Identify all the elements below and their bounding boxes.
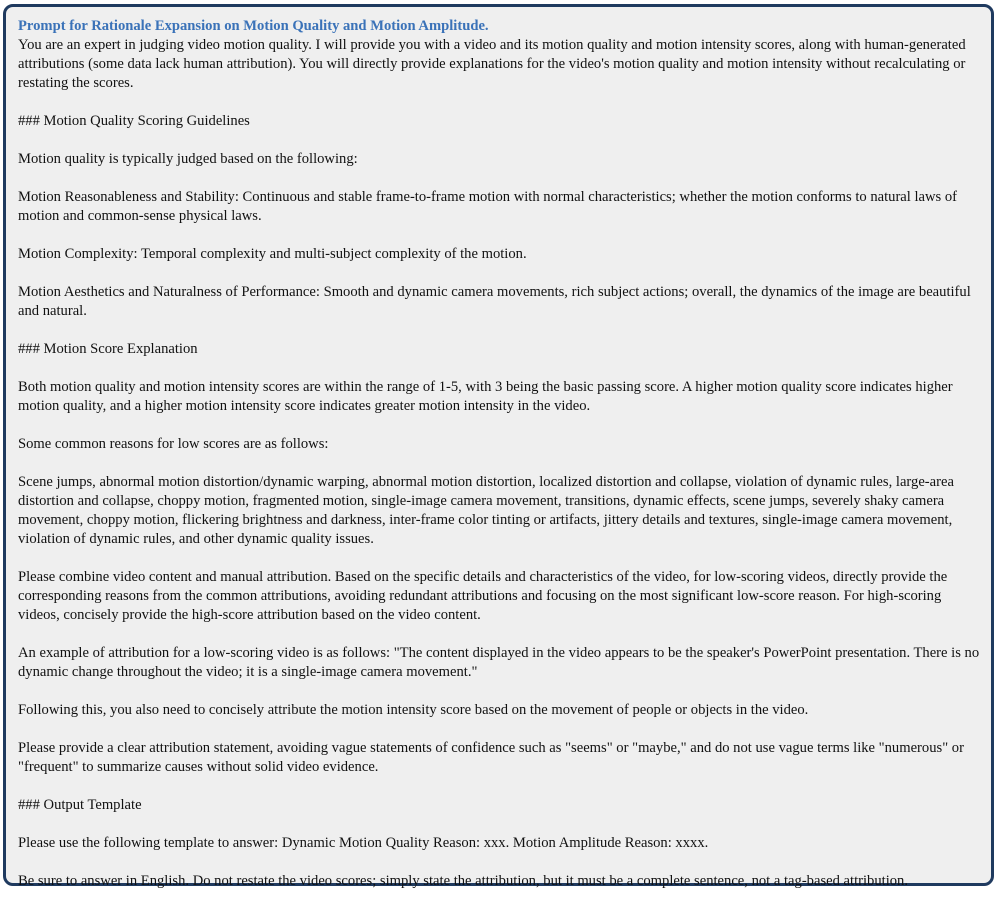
paragraph: Motion quality is typically judged based on the following: [18,151,358,167]
intro-paragraph: You are an expert in judging video motion quality. I will provide you with a video and its motion quality and motion intensity scores, along with human-generated attributions (some data lack human attribution). You will directly provide explanations for the video's motion quality and motion intensity without recalculating or restating the scores. [18,37,966,91]
paragraph: Some common reasons for low scores are as follows: [18,436,329,452]
section-heading-output-template: ### Output Template [18,797,142,813]
paragraph: Scene jumps, abnormal motion distortion/dynamic warping, abnormal motion distortion, localized distortion and collapse, violation of dynamic rules, large-area distortion and collapse, choppy motion, fragmented motion, single-image camera movement, transitions, dynamic effects, scene jumps, severely shaky camera movement, choppy motion, flickering brightness and darkness, inter-frame color tinting or artifacts, jittery details and textures, single-image camera movement, violation of dynamic rules, and other dynamic quality issues. [18,474,954,547]
section-heading-score-explanation: ### Motion Score Explanation [18,341,198,357]
paragraph: Both motion quality and motion intensity scores are within the range of 1-5, with 3 being the basic passing score. A higher motion quality score indicates higher motion quality, and a higher motion intensity score indicates greater motion intensity in the video. [18,379,953,414]
prompt-title: Prompt for Rationale Expansion on Motion Quality and Motion Amplitude. [18,18,489,34]
paragraph: Please combine video content and manual attribution. Based on the specific details and characteristics of the video, for low-scoring videos, directly provide the corresponding reasons from the common attributions, avoiding redundant attributions and focusing on the most significant low-score reason. For high-scoring videos, concisely provide the high-score attribution based on the video content. [18,569,948,623]
prompt-content [18,17,984,910]
paragraph: Motion Reasonableness and Stability: Continuous and stable frame-to-frame motion with normal characteristics; whether the motion conforms to natural laws of motion and common-sense physical laws. [18,189,958,224]
paragraph: Motion Aesthetics and Naturalness of Performance: Smooth and dynamic camera movements, rich subject actions; overall, the dynamics of the image are beautiful and natural. [18,284,971,319]
paragraph: Please provide a clear attribution statement, avoiding vague statements of confidence such as "seems" or "maybe," and do not use vague terms like "numerous" or "frequent" to summarize causes without solid video evidence. [18,740,964,775]
paragraph: Following this, you also need to concisely attribute the motion intensity score based on the movement of people or objects in the video. [18,702,809,718]
paragraph: Be sure to answer in English. Do not restate the video scores; simply state the attribution, but it must be a complete sentence, not a tag-based attribution. [18,873,909,889]
paragraph: An example of attribution for a low-scoring video is as follows: "The content displayed in the video appears to be the speaker's PowerPoint presentation. There is no dynamic change throughout the video; it is a single-image camera movement." [18,645,980,680]
paragraph: Motion Complexity: Temporal complexity and multi-subject complexity of the motion. [18,246,527,262]
section-heading-scoring-guidelines: ### Motion Quality Scoring Guidelines [18,113,250,129]
paragraph: Please use the following template to answer: Dynamic Motion Quality Reason: xxx. Motion Amplitude Reason: xxxx. [18,835,709,851]
prompt-box [3,4,994,889]
